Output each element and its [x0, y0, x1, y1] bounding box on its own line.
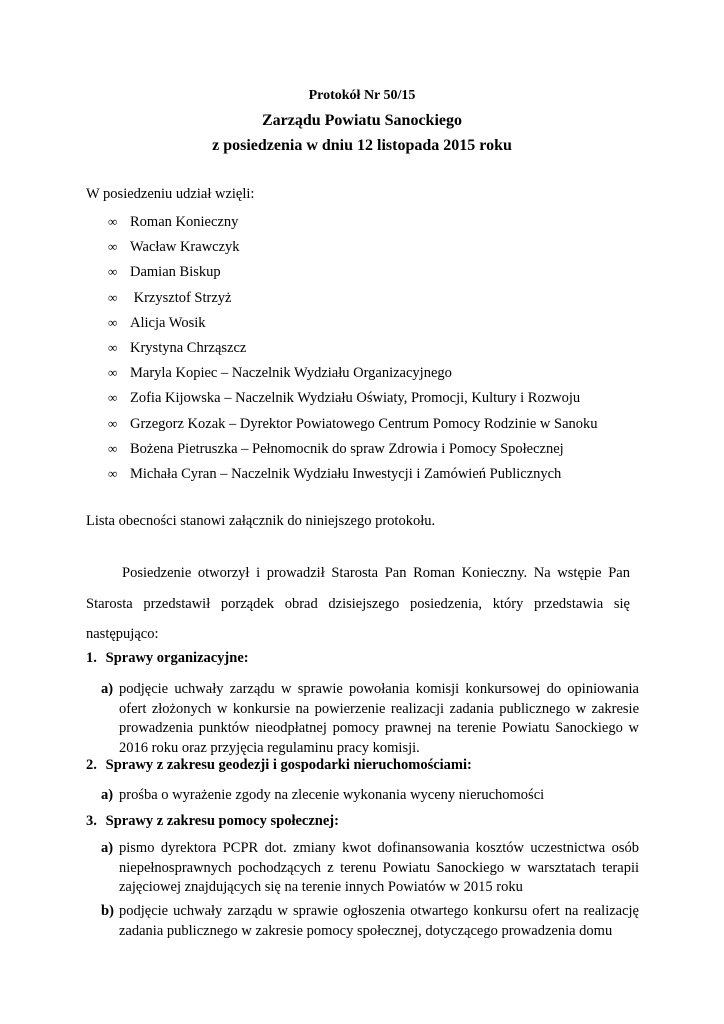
section-number: 2.: [86, 757, 97, 773]
infinity-bullet-icon: ∞: [108, 365, 118, 381]
list-item: [108, 313, 598, 338]
attendee-name: Krystyna Chrząszcz: [130, 339, 247, 356]
attachment-note: Lista obecności stanowi załącznik do niniejszego protokołu.: [86, 513, 436, 529]
infinity-bullet-icon: ∞: [108, 214, 118, 229]
agenda-item-3b: [101, 902, 639, 941]
list-item: [108, 363, 598, 388]
item-text: prośba o wyrażenie zgody na zlecenie wykonania wyceny nieruchomości: [119, 787, 545, 803]
list-item: [108, 338, 598, 363]
section-number: 3.: [86, 813, 97, 829]
agenda-section-3: [86, 813, 339, 830]
list-item: [108, 439, 598, 464]
agenda-item-2a: [101, 786, 639, 806]
infinity-bullet-icon: ∞: [108, 264, 118, 280]
list-item: [108, 212, 598, 237]
agenda-section-1: [86, 650, 249, 667]
attendee-name: Bożena Pietruszka – Pełnomocnik do spraw Zdrowia i Pomocy Społecznej: [130, 440, 564, 457]
section-number: 1.: [86, 650, 97, 666]
infinity-bullet-icon: ∞: [108, 415, 118, 431]
attendee-name: Damian Biskup: [130, 264, 221, 281]
attendee-name: Maryla Kopiec – Naczelnik Wydziału Organizacyjnego: [130, 365, 452, 382]
item-label: b): [101, 903, 114, 919]
item-label: a): [101, 787, 114, 803]
board-name: Zarządu Powiatu Sanockiego: [261, 112, 462, 129]
infinity-bullet-icon: ∞: [108, 314, 118, 330]
infinity-bullet-icon: ∞: [108, 440, 118, 456]
protocol-number: Protokół Nr 50/15: [308, 88, 416, 103]
attendee-name: Zofia Kijowska – Naczelnik Wydziału Oświaty, Promocji, Kultury i Rozwoju: [130, 390, 581, 407]
list-item: [108, 414, 598, 439]
infinity-bullet-icon: ∞: [108, 239, 118, 255]
agenda-item-3a: [101, 839, 639, 898]
list-item: [108, 237, 598, 262]
agenda-section-2: [86, 757, 472, 774]
section-title: Sprawy z zakresu geodezji i gospodarki nieruchomościami:: [105, 757, 472, 773]
item-text: podjęcie uchwały zarządu w sprawie ogłoszenia otwartego konkursu ofert na realizację zadania publicznego w zakresie pomocy społecznej, dotyczącego prowadzenia domu: [119, 903, 639, 939]
section-title: Sprawy organizacyjne:: [105, 650, 249, 666]
opening-paragraph: Posiedzenie otworzył i prowadził Starosta Pan Roman Konieczny. Na wstępie Pan Starosta przedstawił porządek obrad dzisiejszego posiedzenia, który przedstawia się następująco:: [86, 565, 630, 642]
list-item: [108, 464, 598, 489]
attendee-name: Krzysztof Strzyż: [130, 289, 232, 306]
infinity-bullet-icon: ∞: [108, 465, 118, 481]
attendee-name: Roman Konieczny: [130, 214, 239, 230]
list-item: [108, 388, 598, 413]
item-label: a): [101, 840, 114, 856]
agenda-item-1a: [101, 680, 639, 758]
infinity-bullet-icon: ∞: [108, 289, 118, 305]
attendee-name: Grzegorz Kozak – Dyrektor Powiatowego Centrum Pomocy Rodzinie w Sanoku: [130, 415, 598, 432]
section-title: Sprawy z zakresu pomocy społecznej:: [105, 813, 339, 829]
attendee-name: Wacław Krawczyk: [130, 239, 240, 256]
item-text: podjęcie uchwały zarządu w sprawie powołania komisji konkursowej do opiniowania ofert złożonych w konkursie na powierzenie realizacji zadania publicznego w zakresie prowadzenia punktów nieodpłatnej pomocy prawnej na terenie Powiatu Sanockiego w 2016 roku oraz przyjęcia regulaminu pracy komisji.: [119, 681, 639, 756]
infinity-bullet-icon: ∞: [108, 339, 118, 355]
attendee-name: Michała Cyran – Naczelnik Wydziału Inwestycji i Zamówień Publicznych: [130, 465, 562, 482]
infinity-bullet-icon: ∞: [108, 390, 118, 406]
item-label: a): [101, 681, 114, 697]
item-text: pismo dyrektora PCPR dot. zmiany kwot dofinansowania kosztów uczestnictwa osób niepełnosprawnych pochodzących z terenu Powiatu Sanockiego w warsztatach terapii zajęciowej znajdujących się na terenie innych Powiatów w 2015 roku: [119, 840, 639, 895]
attendee-list: [108, 212, 598, 489]
list-item: [108, 288, 598, 313]
attendance-intro: W posiedzeniu udział wzięli:: [86, 186, 255, 202]
list-item: [108, 262, 598, 287]
attendee-name: Alicja Wosik: [130, 314, 206, 331]
meeting-date: z posiedzenia w dniu 12 listopada 2015 roku: [212, 137, 512, 154]
